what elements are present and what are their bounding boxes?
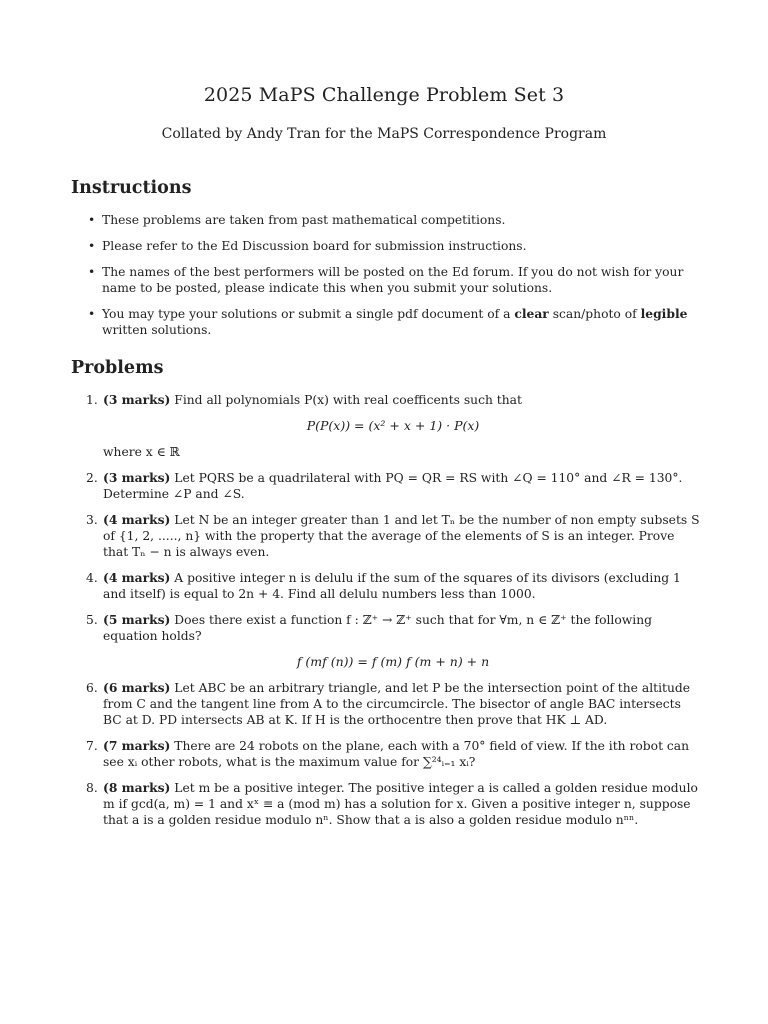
problem-number: 4. [86,571,98,585]
problem-marks: (3 marks) [103,392,171,407]
problem-item [86,738,700,770]
instruction-text: These problems are taken from past mathematical competitions. [102,213,506,227]
problems-list [86,392,700,828]
bullet-icon: • [88,265,96,279]
problem-marks: (3 marks) [103,470,171,485]
instructions-heading: Instructions [71,178,192,198]
problem-text: (5 marks) Does there exist a function f : ℤ⁺ → ℤ⁺ such that for ∀m, n ∈ ℤ⁺ the following equation holds? [103,612,653,643]
problem-item [86,612,700,670]
problem-item [86,392,700,460]
document-subtitle: Collated by Andy Tran for the MaPS Correspondence Program [161,126,607,142]
bullet-icon: • [88,213,96,227]
problem-marks: (5 marks) [103,612,171,627]
problem-equation: f (mf (n)) = f (m) f (m + n) + n [296,654,490,669]
problem-number: 8. [86,781,98,795]
instruction-text: The names of the best performers will be posted on the Ed forum. If you do not wish for your name to be posted, please indicate this when you submit your solutions. [102,265,684,295]
problem-number: 5. [86,613,98,627]
problems-heading: Problems [71,358,164,378]
instruction-item [88,212,700,228]
problem-number: 7. [86,739,98,753]
problem-text: (7 marks) There are 24 robots on the plane, each with a 70° field of view. If the ith robot can see xᵢ other robots, what is the maximum value for ∑²⁴ᵢ₌₁ xᵢ? [103,738,690,769]
problem-number: 3. [86,513,98,527]
emphasis-text: clear [514,306,549,321]
bullet-icon: • [88,239,96,253]
bullet-icon: • [88,307,96,321]
problem-marks: (7 marks) [103,738,171,753]
problem-text: (3 marks) Find all polynomials P(x) with real coefficents such that [103,392,522,407]
instruction-item [88,238,700,254]
problem-text: (6 marks) Let ABC be an arbitrary triangle, and let P be the intersection point of the altitude from C and the tangent line from A to the circumcircle. The bisector of angle BAC intersects BC at D. PD intersects AB at K. If H is the orthocentre then prove that HK ⊥ AD. [103,680,691,727]
problem-marks: (8 marks) [103,780,171,795]
instructions-list [88,212,700,338]
problem-text: (3 marks) Let PQRS be a quadrilateral with PQ = QR = RS with ∠Q = 110° and ∠R = 130°. Determine ∠P and ∠S. [103,470,683,501]
problem-item [86,470,700,502]
instruction-text: You may type your solutions or submit a single pdf document of a clear scan/photo of legible written solutions. [102,306,688,337]
document-title: 2025 MaPS Challenge Problem Set 3 [203,84,565,106]
problem-number: 1. [86,393,98,407]
problem-equation: P(P(x)) = (x² + x + 1) · P(x) [306,418,480,433]
instruction-text: Please refer to the Ed Discussion board for submission instructions. [102,239,527,253]
problem-marks: (4 marks) [103,512,171,527]
problem-marks: (4 marks) [103,570,171,585]
instruction-item [88,306,700,338]
problem-text: (4 marks) A positive integer n is delulu if the sum of the squares of its divisors (excluding 1 and itself) is equal to 2n + 4. Find all delulu numbers less than 1000. [103,570,681,601]
problem-item [86,680,700,728]
problem-text: (8 marks) Let m be a positive integer. The positive integer a is called a golden residue modulo m if gcd(a, m) = 1 and xˣ ≡ a (mod m) has a solution for x. Given a positive integer n, suppose that a is a golden residue modulo nⁿ. Show that a is also a golden residue modulo nⁿⁿ. [103,780,698,827]
problem-number: 2. [86,471,98,485]
problem-number: 6. [86,681,98,695]
problem-note: where x ∈ ℝ [103,445,180,459]
instruction-item [88,264,700,296]
emphasis-text: legible [640,306,688,321]
problem-item [86,780,700,828]
problem-text: (4 marks) Let N be an integer greater than 1 and let Tₙ be the number of non empty subsets S of {1, 2, ....., n} with the property that the average of the elements of S is an integer. Prove that Tₙ − n is always even. [103,512,700,559]
problem-item [86,570,700,602]
problem-marks: (6 marks) [103,680,171,695]
problem-item [86,512,700,560]
